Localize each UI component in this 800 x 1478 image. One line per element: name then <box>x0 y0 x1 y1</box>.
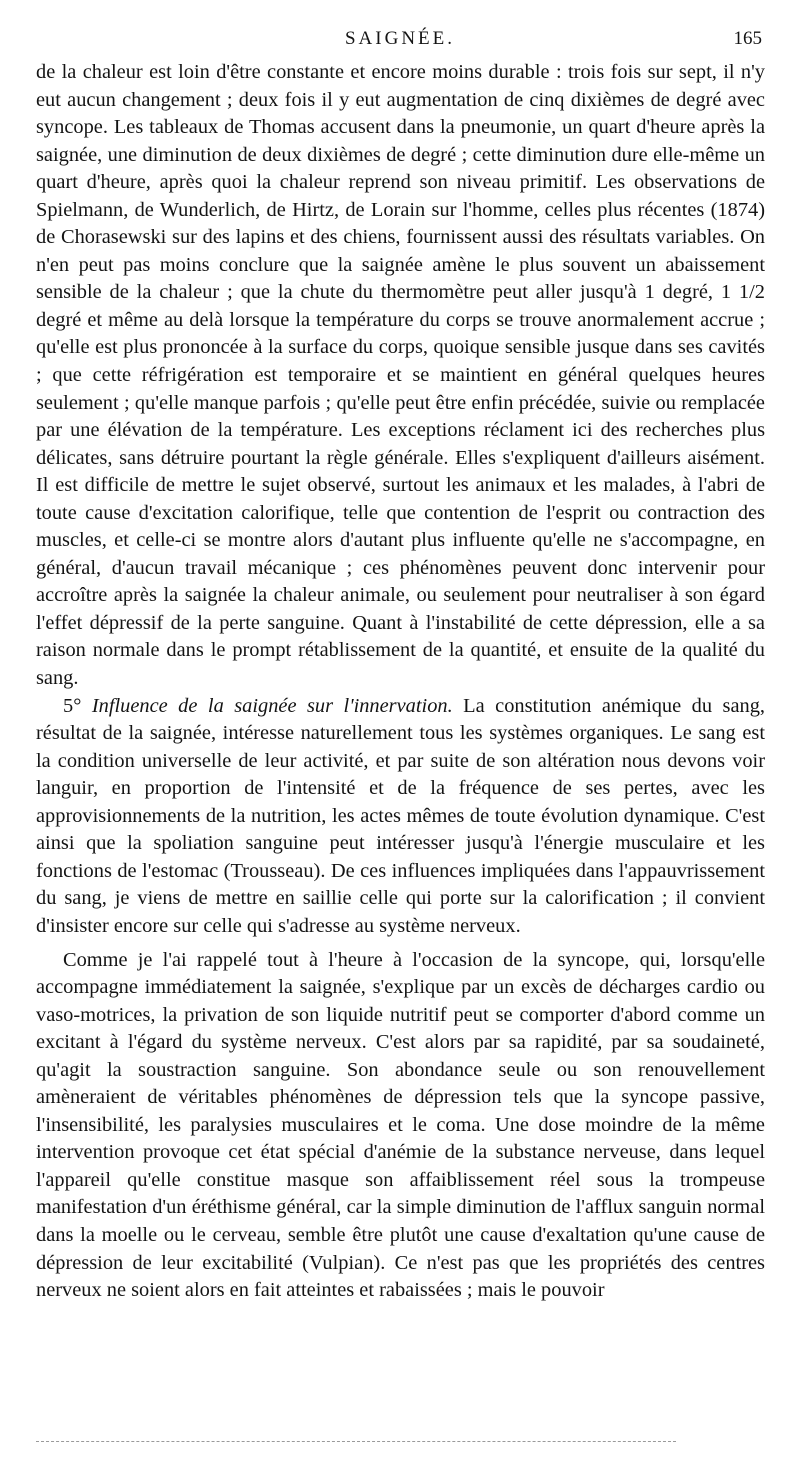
running-head <box>38 28 762 52</box>
bottom-rule <box>36 1441 676 1442</box>
section-heading: Influence de la saignée sur l'innervation. <box>91 694 453 717</box>
paragraph-section-5 <box>36 693 765 941</box>
section-number: 5° <box>63 694 82 717</box>
running-head-title: SAIGNÉE. <box>344 28 456 49</box>
body-text <box>36 59 765 1305</box>
paragraph-syncope: Comme je l'ai rappelé tout à l'heure à l'occasion de la syncope, qui, lorsqu'elle accompagne immédiatement la saignée, s'explique par un excès de décharges cardio ou vaso-motrices, la privation de son liquide nutritif peut se comporter d'abord comme un excitant à l'égard du système nerveux. C'est alors par sa rapidité, par sa soudaineté, qu'agit la soustraction sanguine. Son abondance seule ou son renouvellement amèneraient de véritables phénomènes de dépression tels que la syncope passive, l'insensibilité, les paralysies musculaires et le coma. Une dose moindre de la même intervention provoque cet état spécial d'anémie de la substance nerveuse, dans lequel l'appareil qu'elle constitue masque son affaiblissement réel sous la trompeuse manifestation d'un éréthisme général, car la simple diminution de l'afflux sanguin normal dans la moelle ou le cerveau, semble être plutôt une cause d'exaltation qu'une cause de dépression de leur excitabilité (Vulpian). Ce n'est pas que les propriétés des centres nerveux ne soient alors en fait atteintes et rabaissées ; mais le pouvoir <box>36 948 765 1302</box>
paragraph-continued: de la chaleur est loin d'être constante et encore moins durable : trois fois sur sept, il n'y eut aucun changement ; deux fois il y eut augmentation de cinq dixièmes de degré avec syncope. Les tableaux de Thomas accusent dans la pneumonie, un quart d'heure après la saignée, une diminution de deux dixièmes de degré ; cette diminution dure elle-même un quart d'heure, après quoi la chaleur reprend son niveau primitif. Les observations de Spielmann, de Wunderlich, de Hirtz, de Lorain sur l'homme, celles plus récentes (1874) de Chorasewski sur des lapins et des chiens, fournissent aussi des résultats variables. On n'en peut pas moins conclure que la saignée amène le plus souvent un abaissement sensible de la chaleur ; que la chute du thermomètre peut aller jusqu'à 1 degré, 1 1/2 degré et même au delà lorsque la température du corps se trouve anormalement accrue ; qu'elle est plus prononcée à la surface du corps, quoique sensible jusque dans ses cavités ; que cette réfrigération est temporaire et se maintient en général quelques heures seulement ; qu'elle manque parfois ; qu'elle peut être enfin précédée, suivie ou remplacée par une élévation de la température. Les exceptions réclament ici des recherches plus délicates, sans détruire pourtant la règle générale. Elles s'expliquent d'ailleurs aisément. Il est difficile de mettre le sujet observé, surtout les animaux et les malades, à l'abri de toute cause d'excitation calorifique, telle que contention de l'esprit ou contraction des muscles, et celle-ci se montre alors d'autant plus influente qu'elle ne s'accompagne, en général, d'aucun travail mécanique ; ces phénomènes peuvent donc intervenir pour accroître après la saignée la chaleur animale, ou seulement pour neutraliser à son égard l'effet dépressif de la perte sanguine. Quant à l'instabilité de cette dépression, elle a sa raison normale dans le prompt rétablissement de la quantité, et ensuite de la qualité du sang. <box>36 61 765 690</box>
page-number: 165 <box>733 28 762 49</box>
section-text: La constitution anémique du sang, résultat de la saignée, intéresse naturellement tous les systèmes organiques. Le sang est la condition universelle de leur activité, et par suite de son altération nous devons voir languir, en proportion de l'intensité et de la fréquence de ses pertes, avec les approvisionnements de la nutrition, les actes mêmes de toute évolution dynamique. C'est ainsi que la spoliation sanguine peut intéresser jusqu'à l'énergie musculaire et les fonctions de l'estomac (Trousseau). De ces influences impliquées dans l'appauvrissement du sang, je viens de mettre en saillie celle qui porte sur la calorification ; il convient d'insister encore sur celle qui s'adresse au système nerveux. <box>36 694 766 937</box>
